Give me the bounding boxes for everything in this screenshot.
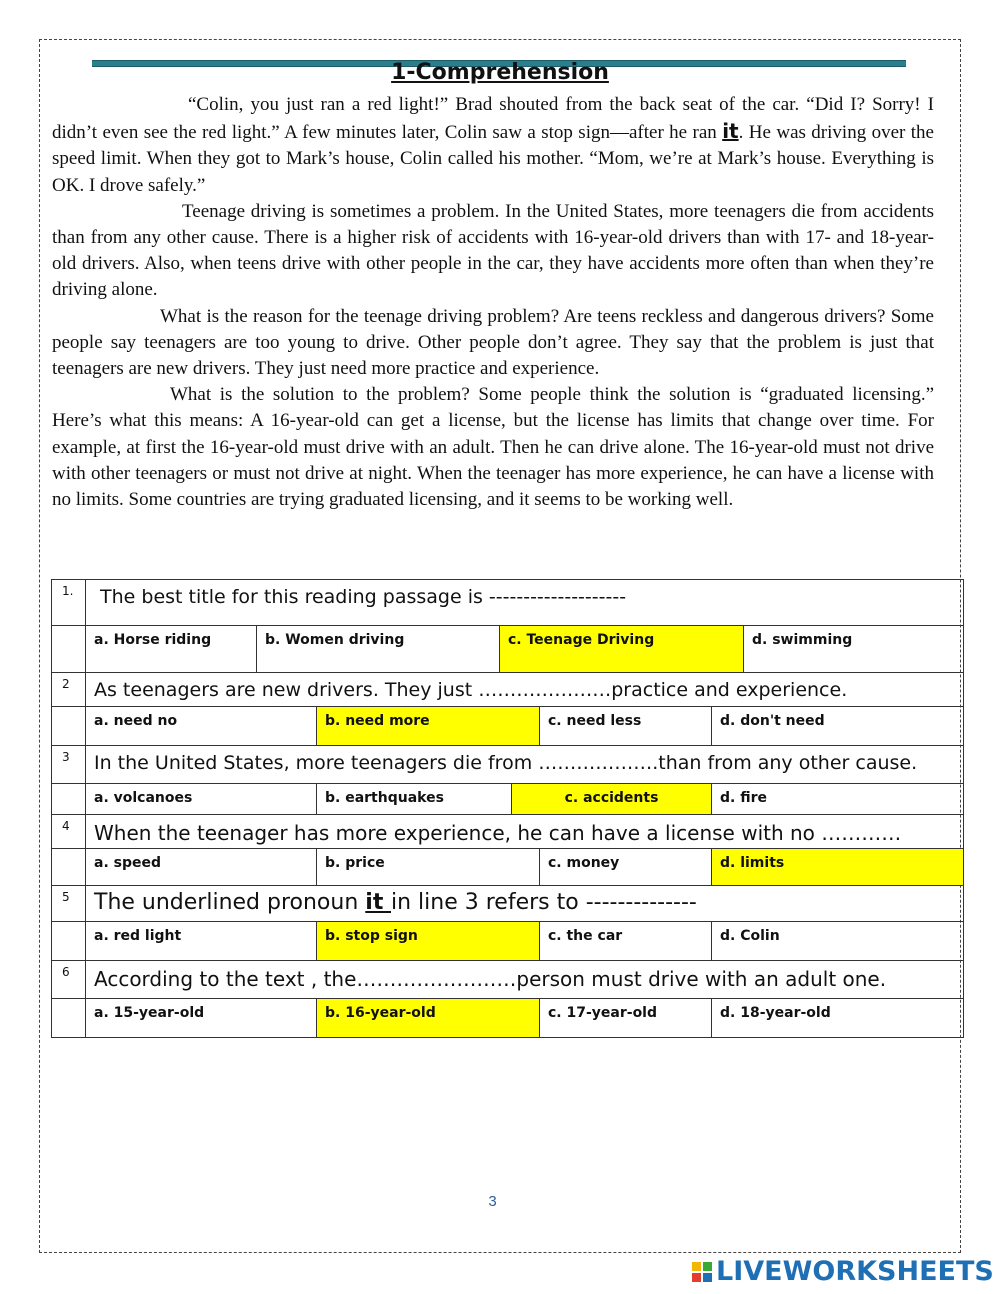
options-row: [52, 922, 964, 961]
brand-name: LIVEWORKSHEETS: [716, 1256, 994, 1287]
option-a[interactable]: a. volcanoes: [86, 784, 317, 814]
liveworksheets-icon: [692, 1262, 712, 1282]
option-b-correct[interactable]: b. 16-year-old: [317, 999, 540, 1037]
option-d-correct[interactable]: d. limits: [712, 849, 963, 885]
question-row: [52, 815, 964, 849]
question-row: [52, 961, 964, 999]
question-row: [52, 746, 964, 784]
question-row: [52, 580, 964, 626]
question-text: According to the text , the……………………person must drive with an adult one.: [94, 967, 887, 991]
question-row: [52, 886, 964, 922]
option-d[interactable]: d. don't need: [720, 713, 825, 729]
option-a[interactable]: a. 15-year-old: [86, 999, 317, 1037]
paragraph-3: What is the reason for the teenage driving problem? Are teens reckless and dangerous drivers? Some people say teenagers are too young to drive. Other people don’t agree. They say that the problem is just that teenagers are new drivers. They just need more practice and experience.: [52, 305, 934, 380]
option-d[interactable]: d. swimming: [752, 632, 853, 648]
underlined-pronoun: it: [722, 119, 739, 144]
underlined-pronoun: it: [365, 890, 391, 915]
option-b[interactable]: b. price: [317, 849, 540, 885]
option-d[interactable]: d. fire: [720, 790, 767, 806]
option-d[interactable]: d. Colin: [720, 928, 780, 944]
options-row: [52, 784, 964, 815]
option-c[interactable]: c. the car: [540, 922, 712, 960]
option-d[interactable]: d. 18-year-old: [720, 1005, 831, 1021]
options-row: [52, 999, 964, 1038]
reading-passage: [52, 92, 934, 513]
question-row: [52, 673, 964, 707]
option-c-correct[interactable]: c. accidents: [512, 784, 712, 814]
paragraph-4: What is the solution to the problem? Some people think the solution is “graduated licensing.” Here’s what this means: A 16-year-old can get a license, but the license has limits that change over time. For example, at first the 16-year-old must drive with an adult. Then he can drive alone. The 16-year-old must not drive with other teenagers or must not drive at night. When the teenager has more experience, he can have a license with no limits. Some countries are trying graduated licensing, and it seems to be working well.: [52, 384, 934, 511]
option-a[interactable]: a. red light: [86, 922, 317, 960]
option-b-correct[interactable]: b. stop sign: [317, 922, 540, 960]
question-number: 1.: [52, 580, 86, 626]
option-c-correct[interactable]: c. Teenage Driving: [500, 626, 744, 672]
option-b[interactable]: b. earthquakes: [317, 784, 512, 814]
option-b[interactable]: b. Women driving: [257, 626, 500, 672]
option-a[interactable]: a. need no: [86, 707, 317, 745]
page-title: 1-Comprehension: [391, 60, 609, 85]
paragraph-2: Teenage driving is sometimes a problem. In the United States, more teenagers die from accidents than from any other cause. There is a higher risk of accidents with 16-year-old drivers than with 17- and 18-year-old drivers. Also, when teens drive with other people in the car, they have accidents more often than when they’re driving alone.: [52, 200, 934, 301]
option-c[interactable]: c. 17-year-old: [540, 999, 712, 1037]
question-number: 5: [52, 886, 86, 922]
options-row: [52, 626, 964, 673]
question-text: In the United States, more teenagers die from ……………….than from any other cause.: [94, 752, 918, 774]
option-a[interactable]: a. speed: [86, 849, 317, 885]
question-number: 4: [52, 815, 86, 849]
questions-table: [51, 579, 964, 1038]
liveworksheets-logo: [692, 1256, 994, 1287]
option-c[interactable]: c. money: [540, 849, 712, 885]
question-number: 3: [52, 746, 86, 784]
paragraph-1: “Colin, you just ran a red light!” Brad shouted from the back seat of the car. “Did I? Sorry! I didn’t even see the red light.” A few minutes later, Colin saw a stop sign—after he ran it. He was driving over the speed limit. When they got to Mark’s house, Colin called his mother. “Mom, we’re at Mark’s house. Everything is OK. I drove safely.”: [52, 94, 934, 196]
option-a[interactable]: a. Horse riding: [86, 626, 257, 672]
option-c[interactable]: c. need less: [540, 707, 712, 745]
question-text: As teenagers are new drivers. They just …………………practice and experience.: [94, 679, 848, 701]
question-number: 6: [52, 961, 86, 999]
question-text: The best title for this reading passage is --------------------: [100, 586, 627, 608]
options-row: [52, 707, 964, 746]
question-number: 2: [52, 673, 86, 707]
question-text: When the teenager has more experience, he can have a license with no …………: [94, 821, 902, 845]
question-text: The underlined pronoun it in line 3 refers to --------------: [94, 890, 697, 915]
page-number: 3: [488, 1193, 497, 1210]
options-row: [52, 849, 964, 886]
option-b-correct[interactable]: b. need more: [317, 707, 540, 745]
